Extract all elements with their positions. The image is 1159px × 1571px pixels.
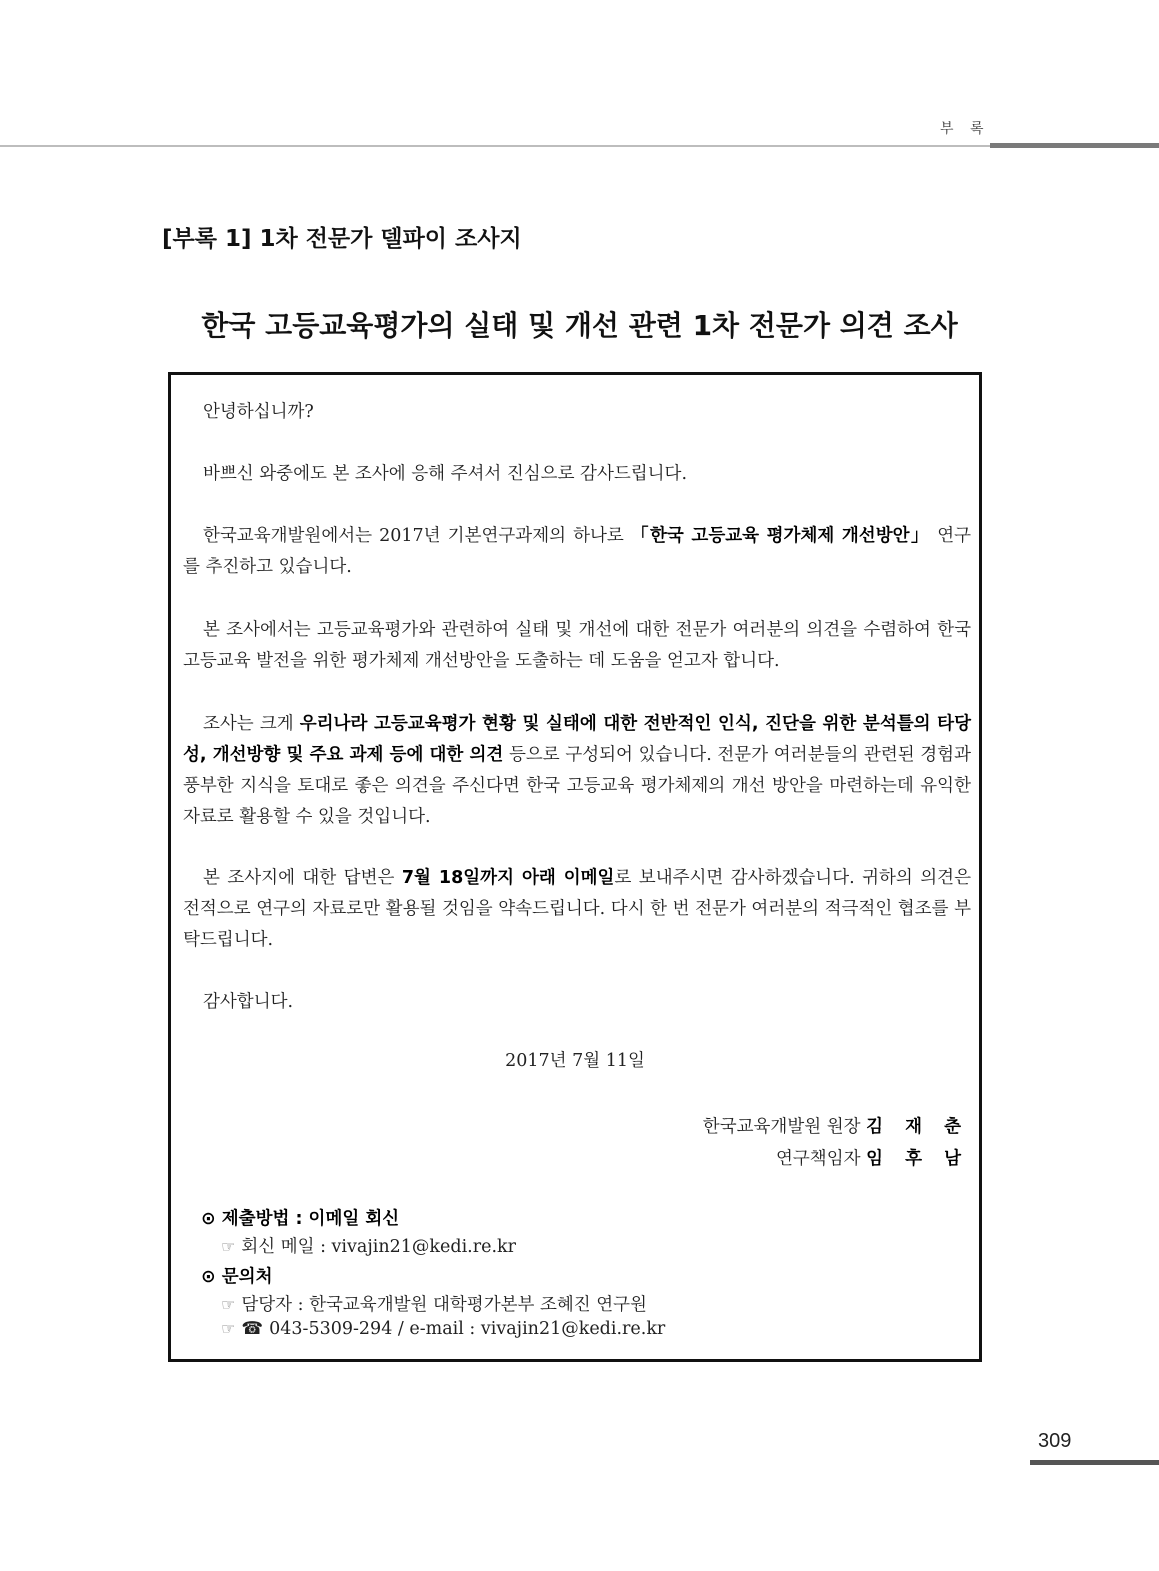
header-divider-accent [990, 143, 1159, 148]
reply-email-line: ☞ 회신 메일 : vivajin21@kedi.re.kr [221, 1237, 516, 1257]
letter-box [168, 372, 982, 1362]
signature-researcher: 연구책임자 임 후 남 [775, 1149, 969, 1169]
paragraph-purpose: 본 조사에서는 고등교육평가와 관련하여 실태 및 개선에 대한 전문가 여러분의 의견을 수렴하여 한국 고등교육 발전을 위한 평가체제 개선방안을 도출하는 데 도움을 얻고자 합니다. [183, 620, 971, 671]
footer-divider [1030, 1460, 1159, 1465]
signature-president: 한국교육개발원 원장 김 재 춘 [702, 1117, 969, 1137]
letter-date: 2017년 7월 11일 [505, 1051, 645, 1071]
paragraph-thanks: 바쁘신 와중에도 본 조사에 응해 주셔서 진심으로 감사드립니다. [203, 464, 688, 484]
header-divider [0, 145, 1159, 147]
inquiry-heading: ⊙ 문의처 [201, 1267, 273, 1287]
section-label: 부 록 [940, 121, 990, 137]
survey-topics: 우리나라 고등교육평가 현황 및 실태에 대한 전반적인 인식, 진단을 위한 분석틀의 타당성, 개선방향 및 주요 과제 등에 대한 의견 [183, 714, 971, 765]
contact-phone-email-line: ☞ ☎ 043-5309-294 / e-mail : vivajin21@kedi.re.kr [221, 1319, 666, 1339]
greeting: 안녕하십니까? [203, 402, 314, 422]
pointing-hand-icon: ☞ [221, 1295, 236, 1314]
page-number: 309 [1038, 1430, 1072, 1452]
paragraph-structure: 조사는 크게 우리나라 고등교육평가 현황 및 실태에 대한 전반적인 인식, 진단을 위한 분석틀의 타당성, 개선방향 및 주요 과제 등에 대한 의견 등으로 구성되어 있습니다. 전문가 여러분들의 관련된 경험과 풍부한 지식을 토대로 좋은 의견을 주신다면 한국 고등교육 평가체제의 개선 방안을 마련하는데 유익한 자료로 활용할 수 있을 것입니다. [183, 714, 971, 827]
closing: 감사합니다. [203, 992, 294, 1012]
contact-person-line: ☞ 담당자 : 한국교육개발원 대학평가본부 조혜진 연구원 [221, 1295, 647, 1315]
pointing-hand-icon: ☞ [221, 1237, 236, 1256]
deadline: 7월 18일까지 아래 이메일 [401, 868, 615, 888]
paragraph-deadline: 본 조사지에 대한 답변은 7월 18일까지 아래 이메일로 보내주시면 감사하겠습니다. 귀하의 의견은 전적으로 연구의 자료로만 활용될 것임을 약속드립니다. 다시 한 번 전문가 여러분의 적극적인 협조를 부탁드립니다. [183, 868, 971, 950]
appendix-title: [부록 1] 1차 전문가 델파이 조사지 [162, 226, 522, 252]
pointing-hand-icon: ☞ [221, 1319, 236, 1338]
project-name: 「한국 고등교육 평가체제 개선방안」 [630, 526, 931, 546]
page-title: 한국 고등교육평가의 실태 및 개선 관련 1차 전문가 의견 조사 [201, 309, 958, 342]
submission-method: ⊙ 제출방법 : 이메일 회신 [201, 1209, 400, 1229]
phone-icon: ☎ [241, 1319, 264, 1339]
paragraph-project: 한국교육개발원에서는 2017년 기본연구과제의 하나로 「한국 고등교육 평가체제 개선방안」 연구를 추진하고 있습니다. [183, 526, 972, 577]
